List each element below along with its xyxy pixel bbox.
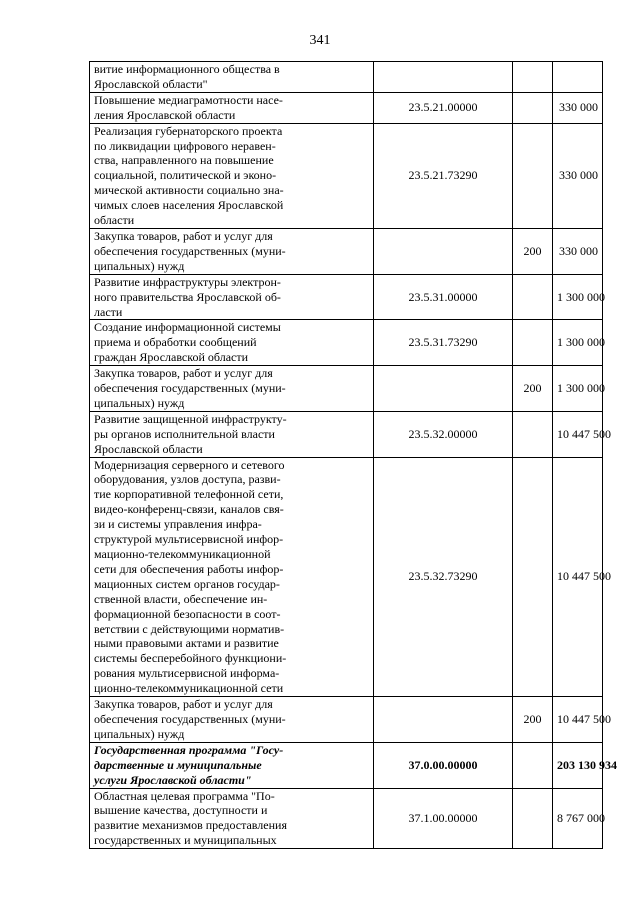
row-name-line: витие информационного общества в <box>94 62 280 76</box>
row-name-cell <box>90 697 374 743</box>
row-name-line: тие корпоративной телефонной сети, <box>94 487 284 502</box>
row-name-line: сети для обеспечения работы инфор- <box>94 561 284 576</box>
row-name-line: услуги Ярославской области" <box>94 772 252 787</box>
table-row <box>90 320 603 366</box>
row-name-line: ры органов исполнительной власти <box>94 426 275 441</box>
row-name-line: ства, направленного на повышение <box>94 153 274 168</box>
row-amount-cell <box>553 62 603 93</box>
row-name-line: приема и обработки сообщений <box>94 335 257 350</box>
row-name-line: социальной, политической и эконо- <box>94 168 277 183</box>
budget-table <box>89 61 617 849</box>
table-row <box>90 123 603 228</box>
row-amount-cell: 330 000 <box>553 228 603 274</box>
row-name-line: области <box>94 213 135 228</box>
row-code-cell: 37.0.00.00000 <box>374 742 513 788</box>
row-amount-cell: 8 767 000 <box>553 788 603 849</box>
table-row <box>90 92 603 123</box>
row-name-cell <box>90 62 374 93</box>
row-expense-type-cell <box>513 62 553 93</box>
row-name-line: структурой мультисервисной инфор- <box>94 532 284 547</box>
table-row <box>90 366 603 412</box>
row-name-cell <box>90 742 374 788</box>
row-name-line: по ликвидации цифрового неравен- <box>94 138 276 153</box>
page-number: 341 <box>309 33 331 48</box>
row-name-line: Областная целевая программа "По- <box>94 788 275 803</box>
row-name-line: Повышение медиаграмотности насе- <box>94 92 283 107</box>
row-name-line: мической активности социально зна- <box>94 183 284 198</box>
row-name-cell <box>90 366 374 412</box>
row-expense-type-cell <box>513 320 553 366</box>
row-name-line: ного правительства Ярославской об- <box>94 289 281 304</box>
row-name-cell <box>90 274 374 320</box>
row-code-cell <box>374 697 513 743</box>
row-expense-type-cell <box>513 274 553 320</box>
row-name-line: рования мультисервисной информа- <box>94 666 280 681</box>
row-name-line: Создание информационной системы <box>94 320 281 335</box>
row-name-line: вышение качества, доступности и <box>94 803 268 818</box>
row-name-line: Развитие инфраструктуры электрон- <box>94 274 281 289</box>
row-name-line: Реализация губернаторского проекта <box>94 123 283 138</box>
row-name-line: ципальных) нужд <box>94 395 185 410</box>
row-expense-type-cell: 200 <box>513 228 553 274</box>
row-name-line: Государственная программа "Госу- <box>94 742 284 757</box>
row-name-line: ления Ярославской области <box>94 107 236 122</box>
row-name-line: ционно-телекоммуникационной сети <box>94 681 284 696</box>
table-row <box>90 228 603 274</box>
row-expense-type-cell <box>513 123 553 228</box>
row-expense-type-cell <box>513 788 553 849</box>
row-name-line: Закупка товаров, работ и услуг для <box>94 228 273 243</box>
row-name-line: обеспечения государственных (муни- <box>94 711 286 726</box>
row-name-line: дарственные и муниципальные <box>94 757 262 772</box>
row-code-cell <box>374 62 513 93</box>
row-name-cell <box>90 92 374 123</box>
table-row <box>90 62 603 93</box>
row-amount-cell: 1 300 000 <box>553 366 603 412</box>
row-amount-cell: 10 447 500 <box>553 457 603 697</box>
row-name-line: Закупка товаров, работ и услуг для <box>94 366 273 381</box>
table-row <box>90 788 603 849</box>
row-code-cell: 23.5.21.00000 <box>374 92 513 123</box>
row-name-line: Ярославской области <box>94 441 203 456</box>
row-amount-cell: 1 300 000 <box>553 320 603 366</box>
row-amount-cell: 10 447 500 <box>553 411 603 457</box>
row-name-line: ласти <box>94 304 123 319</box>
row-name-cell <box>90 320 374 366</box>
row-expense-type-cell <box>513 411 553 457</box>
row-name-line: граждан Ярославской области <box>94 350 249 365</box>
row-expense-type-cell <box>513 92 553 123</box>
row-expense-type-cell <box>513 457 553 697</box>
row-name-line: мационно-телекоммуникационной <box>94 547 271 561</box>
row-name-line: мационных систем органов государ- <box>94 576 280 591</box>
row-code-cell <box>374 366 513 412</box>
row-code-cell: 23.5.32.00000 <box>374 411 513 457</box>
row-code-cell: 23.5.32.73290 <box>374 457 513 697</box>
row-amount-cell: 1 300 000 <box>553 274 603 320</box>
row-code-cell: 23.5.21.73290 <box>374 123 513 228</box>
row-name-line: ветствии с действующими норматив- <box>94 621 285 636</box>
table-row <box>90 411 603 457</box>
row-name-cell <box>90 411 374 457</box>
row-name-line: зи и системы управления инфра- <box>94 517 262 532</box>
row-code-cell: 37.1.00.00000 <box>374 788 513 849</box>
row-name-line: государственных и муниципальных <box>94 833 277 848</box>
table-row <box>90 274 603 320</box>
row-name-line: формационной безопасности в соот- <box>94 606 281 621</box>
row-amount-cell: 10 447 500 <box>553 697 603 743</box>
row-code-cell: 23.5.31.73290 <box>374 320 513 366</box>
row-name-line: обеспечения государственных (муни- <box>94 381 286 396</box>
row-name-line: Ярославской области" <box>94 76 208 91</box>
row-name-line: обеспечения государственных (муни- <box>94 243 286 258</box>
row-name-cell <box>90 788 374 849</box>
row-code-cell <box>374 228 513 274</box>
row-name-line: оборудования, узлов доступа, разви- <box>94 472 281 487</box>
row-name-line: Закупка товаров, работ и услуг для <box>94 697 273 712</box>
row-expense-type-cell: 200 <box>513 697 553 743</box>
row-name-cell <box>90 123 374 228</box>
row-name-line: чимых слоев населения Ярославской <box>94 198 284 213</box>
row-name-cell <box>90 457 374 697</box>
row-name-line: ственной власти, обеспечение ин- <box>94 591 268 606</box>
row-name-line: видео-конференц-связи, каналов свя- <box>94 502 284 517</box>
row-name-cell <box>90 228 374 274</box>
row-expense-type-cell <box>513 742 553 788</box>
table-row <box>90 457 603 697</box>
row-expense-type-cell: 200 <box>513 366 553 412</box>
row-name-line: Развитие защищенной инфраструкту- <box>94 411 287 426</box>
row-name-line: ными правовыми актами и развитие <box>94 636 279 651</box>
row-name-line: ципальных) нужд <box>94 726 185 741</box>
table-row <box>90 742 603 788</box>
table-row <box>90 697 603 743</box>
row-name-line: ципальных) нужд <box>94 258 185 273</box>
row-amount-cell: 203 130 934 <box>553 742 603 788</box>
row-name-line: развитие механизмов предоставления <box>94 818 287 833</box>
row-amount-cell: 330 000 <box>553 92 603 123</box>
row-code-cell: 23.5.31.00000 <box>374 274 513 320</box>
row-amount-cell: 330 000 <box>553 123 603 228</box>
row-name-line: Модернизация серверного и сетевого <box>94 457 285 472</box>
row-name-line: системы бесперебойного функциони- <box>94 651 287 666</box>
budget-table-body <box>90 62 617 849</box>
